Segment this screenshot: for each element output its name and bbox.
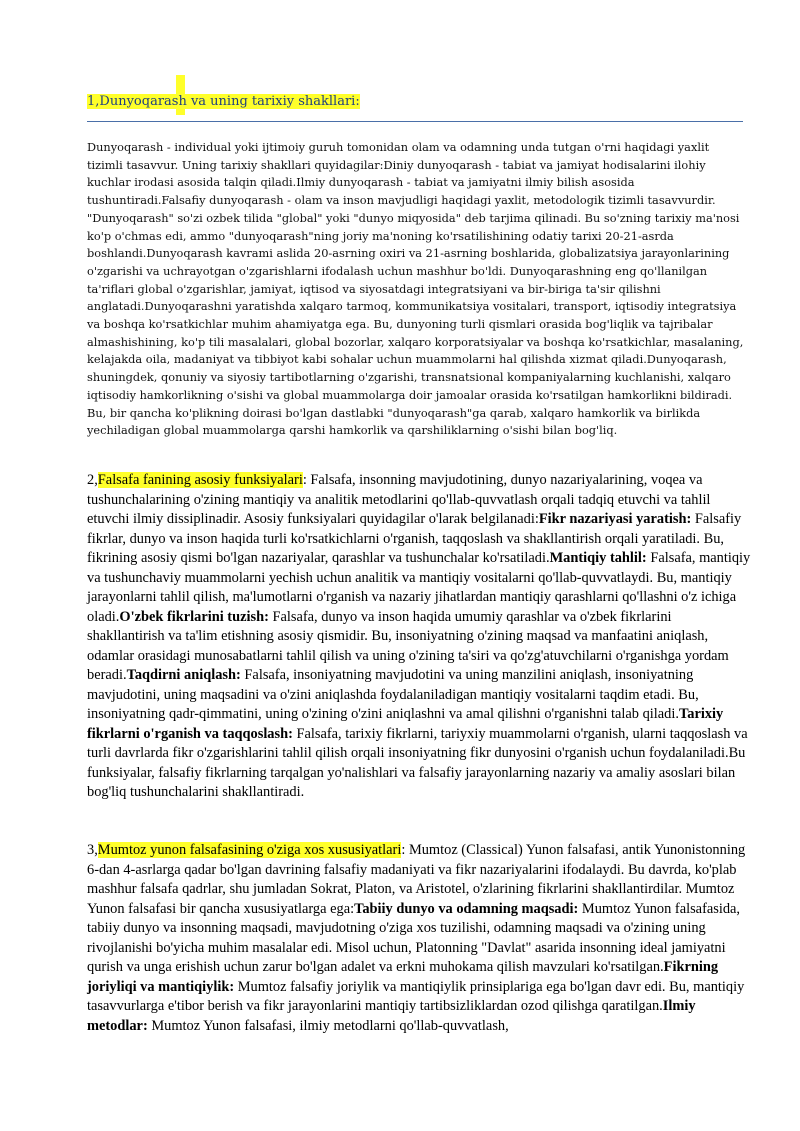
- section-2-number: 2,: [87, 472, 98, 488]
- section-1-number: 1,: [87, 94, 100, 109]
- section-3-term-1: Tabiiy dunyo va odamning maqsadi:: [354, 900, 579, 917]
- section-1-title: Dunyoqarash va uning tarixiy shakllari:: [99, 94, 360, 109]
- heading-underline: [87, 121, 743, 122]
- section-2-intro: : Falsafa, insonning mavjudotining, dunyo nazariyalarining, voqea va tushunchalarining o'zining mantiqiy va analitik metodlarini qo'llab-quvvatlash orqali tadqiq etuvchi va tahlil etuvchi ilmiy dissiplinadir. Asosiy funksiyalari quyidagilar o'larak belgilanadi:: [87, 472, 711, 527]
- section-2-paragraph: [87, 471, 751, 803]
- section-2-text-4: Falsafa, insoniyatning mavjudotini va uning manzilini aniqlash, insoniyatning mavjudotini, uning maqsadini va o'zini aniqlashda foydalaniladigan mantiqiy vositalarni taqdim etadi. Bu, insoniyatning qadr-qimmatini, uning o'zining o'zini aniqlashni va amal qilishni o'rganishni talab qiladi.: [87, 667, 699, 722]
- section-3-term-3: Ilmiy metodlar:: [87, 998, 696, 1034]
- section-1-body: Dunyoqarash - individual yoki ijtimoiy guruh tomonidan olam va odamning unda tutgan o'rni haqidagi yaxlit tizimli tasavvur. Uning tarixiy shakllari quyidagilar:Diniy dunyoqarash - tabiat va jamiyat hodisalarini ilohiy kuchlar irodasi asosida talqin qiladi.Ilmiy dunyoqarash - tabiat va jamiyatni ilmiy bilish asosida tushuntiradi.Falsafiy dunyoqarash - olam va inson mavjudligi haqidagi yaxlit, metodologik tizimli tasavvurdir. "Dunyoqarash" so'zi ozbek tilida "global" yoki "dunyo miqyosida" deb tarjima qilinadi. Bu so'zning tarixiy ma'nosi ko'p o'chmas edi, ammo "dunyoqarash"ning joriy ma'noning ko'rsatilishining odatiy tarixi 20-21-asrda boshlandi.Dunyoqarash kavrami aslida 20-asrning oxiri va 21-asrning boshlarida, globalizatsiya jarayonlarining o'zgarishi va uchrayotgan o'zgarishlarni ifodalash uchun mashhur bo'ldi. Dunyoqarashning eng qo'llanilgan ta'riflari global o'zgarishlar, jamiyat, iqtisod va siyosatdagi integratsiyani va bir-biriga ta'sir qilishni anglatadi.Dunyoqarashni yaratishda xalqaro tarmoq, kommunikatsiya vositalari, transport, iqtisodiy integratsiya va boshqa ko'rsatkichlar muhim ahamiyatga ega. Bu, dunyoning turli qismlari orasida bog'liqlik va tajribalar almashishining, ko'p tili masalalari, global bozorlar, xalqaro korporatsiyalar va boshqa ko'rsatkichlar, masalaning, kelajakda oila, madaniyat va tibbiyot kabi sohalar uchun muammolarni hal qilishda xizmat qiladi.Dunyoqarash, shuningdek, qonuniy va siyosiy tartibotlarning o'zgarishi, transnatsional kompaniyalarning kuchlanishi, xalqaro iqtisodiy hamkorlikning o'sishi va global muammolarga doir jamoalar orasida ko'rsatilgan hamkorlikni bildiradi. Bu, bir qancha ko'plikning doirasi bo'lgan dastlabki "dunyoqarash"ga qarab, xalqaro hamkorlik va birlikda yechiladigan global muammolarga qarshi hamkorlik va qarshiliklarning o'sishi bilan bog'liq.: [87, 140, 744, 438]
- section-3-text-1: Mumtoz Yunon falsafasida, tabiiy dunyo va insonning maqsadi, mavjudotning o'ziga xos tuzilishi, odamning maqsadi va o'zining uning rivojlanishi bo'yicha muhim masalalar edi. Misol uchun, Platonning "Davlat" asarida insonning ideal jamiyatni qurish va unga erishish uchun zarur bo'lgan adalet va erkni muhokama qilish mavzulari ko'rsatilgan.: [87, 900, 741, 975]
- section-3-heading: Mumtoz yunon falsafasining o'ziga xos xususiyatlari: [97, 842, 402, 858]
- section-2-text-3: Falsafa, dunyo va inson haqida umumiy qarashlar va o'zbek fikrlarini shakllantirish va ta'lim etishning asosiy qismidir. Bu, insoniyatning o'zining maqsad va manfaatini aniqlash, odamlar orasidagi munosabatlarni tahlil qilish va uning o'zining ta'siri va qo'zg'atuvchilarni o'rganishga yordam beradi.: [87, 608, 729, 683]
- section-1-heading-text: [87, 94, 360, 109]
- section-2-term-1: Fikr nazariyasi yaratish:: [538, 511, 692, 527]
- section-3-text-2: Mumtoz falsafiy joriylik va mantiqiylik prinsiplariga ega bo'lgan davr edi. Bu, mantiqiy tasavvurlarga e'tibor berish va fikr jarayonlarini mantiqiy tartibsizliklardan ozod qilishga qaratilgan.: [87, 978, 745, 1014]
- section-2-text-1: Falsafiy fikrlar, dunyo va inson haqida turli ko'rsatkichlarni o'rganish, taqqoslash va shakllantirish orqali yaratiladi. Bu, fikrining asosiy qismi bo'lgan nazariyalar, qarashlar va tushunchalar ko'rsatiladi.: [87, 511, 742, 566]
- section-2-term-3: O'zbek fikrlarini tuzish:: [119, 608, 269, 625]
- section-2-term-4: Taqdirni aniqlash:: [126, 667, 241, 683]
- section-3-text-3: Mumtoz Yunon falsafasi, ilmiy metodlarni qo'llab-quvvatlash,: [147, 1017, 509, 1034]
- section-2-text-5: Falsafa, tarixiy fikrlarni, tariyxiy muammolarni o'rganish, ularni taqqoslash va turli davrlarda fikr o'zgarishlarini tahlil qilish orqali insoniyatning fikr dunyosini o'rganish uchun foydalaniladi.Bu funksiyalar, falsafiy fikrlarning tarqalgan yo'nalishlari va falsafiy jarayonlarning nazariy va amaliy asoslari bilan bog'liq tushunchalarini shakllantiradi.: [87, 725, 748, 800]
- section-3-number: 3,: [87, 842, 98, 858]
- section-2-term-2: Mantiqiy tahlil:: [549, 550, 647, 566]
- section-3-term-2: Fikrning joriyliqi va mantiqiylik:: [87, 959, 719, 995]
- section-3-paragraph: [87, 841, 751, 1036]
- section-2-text-2: Falsafa, mantiqiy va tushunchaviy muammolarni yechish uchun analitik va mantiqiy vositalarni qo'llab-quvvatlaydi. Bu, mantiqiy jarayonlarni tahlil qilish, ma'lumotlarni o'rganish va nazariy jihatlardan mantiqiy qarashlarni qo'llashni o'z ichiga oladi.: [87, 550, 751, 625]
- section-2-term-5: Tarixiy fikrlarni o'rganish va taqqoslash:: [87, 706, 724, 742]
- section-3-intro: : Mumtoz (Classical) Yunon falsafasi, antik Yunonistonning 6-dan 4-asrlarga qadar bo'lgan davrining falsafiy madaniyati va fikr nazariyalarini ifodalaydi. Bu davrda, ko'plab mashhur falsafa qadrlar, shu jumladan Sokrat, Platon, va Aristotel, o'zlarining fikrlarini shakllantirdilar. Mumtoz Yunon falsafasi bir qancha xususiyatlarga ega:: [87, 842, 746, 917]
- section-2-heading: Falsafa fanining asosiy funksiyalari: [97, 472, 303, 488]
- section-1-heading: [87, 94, 360, 109]
